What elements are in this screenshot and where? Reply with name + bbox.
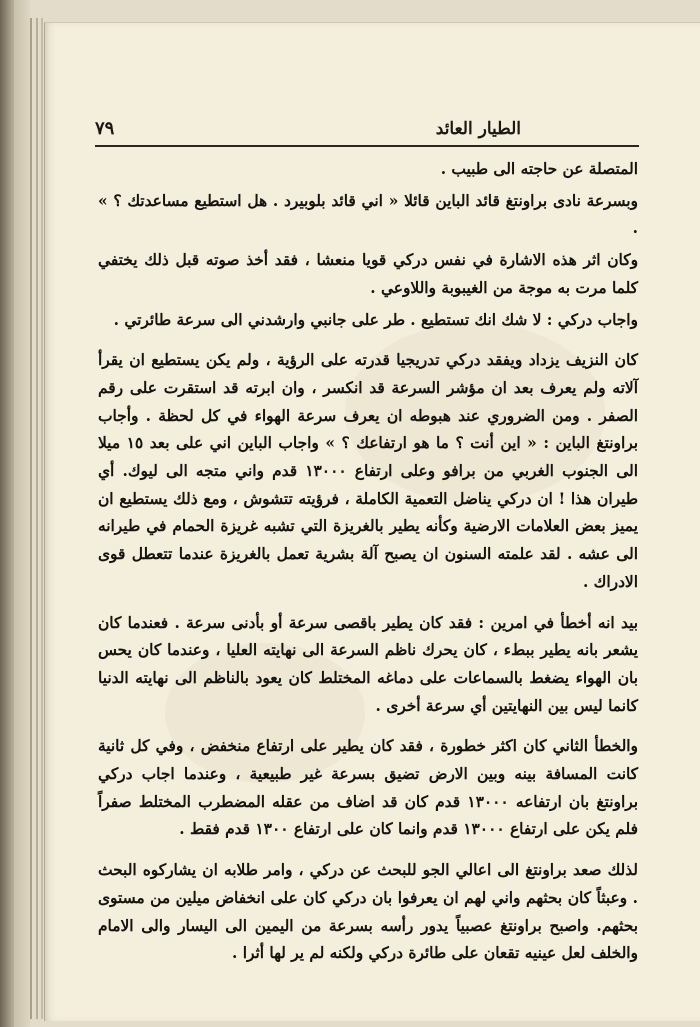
paragraph: والخطأ الثاني كان اكثر خطورة ، فقد كان يطير على ارتفاع منخفض ، وفي كل ثانية كانت المسافة بينه وبين الارض تضيق بسرعة غير طبيعية ، وعندما اجاب دركي براونتغ بان ارتفاعه ١٣٠٠٠ قدم كان قد اضاف من عقله المضطرب المختلط صفراً فلم يكن على ارتفاع ١٣٠٠٠ قدم وانما كان على ارتفاع ١٣٠٠ قدم فقط . <box>98 737 638 839</box>
page-number: ٧٩ <box>95 118 115 139</box>
page-edge <box>41 18 43 1019</box>
header-rule <box>95 145 639 147</box>
running-title: الطيار العائد <box>435 119 521 139</box>
book-gutter <box>14 0 30 1027</box>
paragraph: لذلك صعد براونتغ الى اعالي الجو للبحث عن دركي ، وامر طلابه ان يشاركوه البحث . وعبثاً كان بحثهم واني لهم ان يعرفوا بان دركي كان على انخفاض ميلين من مستوى بحثهم. واصبح براونتغ عصبياً يدور رأسه بسرعة من اليمين الى اليسار والى الامام والخلف لعل عينيه تقعان على طائرة دركي ولكنه لم ير لها أثرا . <box>98 861 638 963</box>
paragraph: واجاب دركي : لا شك انك تستطيع . طر على جانبي وارشدني الى سرعة طائرتي . <box>113 310 638 329</box>
paragraph: وبسرعة نادى براونتغ قائد الباين قائلا « اني قائد بلوبيرد . هل استطيع مساعدتك ؟ » . <box>98 191 638 238</box>
paragraph: بيد انه أخطأ في امرين : فقد كان يطير باقصى سرعة أو بأدنى سرعة . فعندما كان يشعر بانه يطير ببطء ، كان يحرك ناظم السرعة الى نهايته العليا ، وعندما كان يحس بان الهواء يضغط بالسماعات على دماغه المختلط كان يعود بالناظم الى نهايته الدنيا كانما ليس بين النهايتين أي سرعة أخرى . <box>98 613 638 715</box>
page-edge <box>36 18 38 1019</box>
paragraph: وكان اثر هذه الاشارة في نفس دركي قويا منعشا ، فقد أخذ صوته قبل ذلك يختفي كلما مرت به موجة من الغيبوبة واللاوعي . <box>98 251 638 297</box>
paragraph: المتصلة عن حاجته الى طبيب . <box>440 160 638 178</box>
page-header <box>95 103 639 139</box>
page-body-text <box>98 156 638 968</box>
page-edge <box>30 18 32 1019</box>
book-spine <box>0 0 14 1027</box>
paragraph: كان النزيف يزداد ويفقد دركي تدريجيا قدرته على الرؤية ، ولم يكن يستطيع ان يقرأ آلاته ولم يعرف بعد ان مؤشر السرعة قد انكسر ، وان ابرته قد استقرت على رقم الصفر . ومن الضروري عند هبوطه ان يعرف سرعة الهواء في كل لحظة . وأجاب براونتغ الباين : « اين أنت ؟ ما هو ارتفاعك ؟ » واجاب الباين اني على بعد ١٥ ميلا الى الجنوب الغربي من برافو وعلى ارتفاع ١٣٠٠٠ قدم واني متجه الى ليوك. أي طيران هذا ! ان دركي يناضل التعمية الكاملة ، فرؤيته تتشوش ، ومع ذلك يستطيع ان يميز بعض العلامات الارضية وكأنه يطير بالغريزة التي تشبه غريزة الحمام في طيرانه الى عشه . لقد علمته السنون ان يصبح آلة بشرية تعمل بالغريزة عندما تتعطل قوى الادراك . <box>98 351 638 591</box>
